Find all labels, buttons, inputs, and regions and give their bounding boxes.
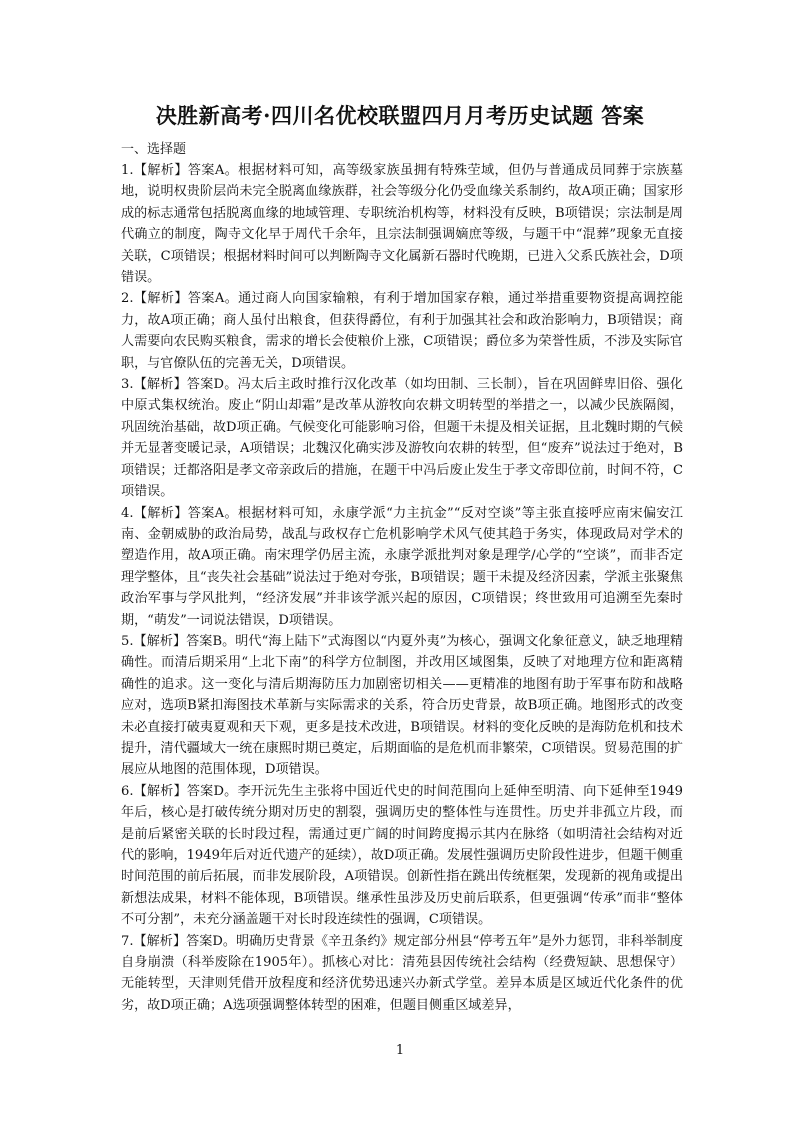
answer-paragraph-7: 7.【解析】答案D。明确历史背景《辛丑条约》规定部分州县“停考五年”是外力惩罚，非科举制度自身崩溃（科举废除在1905年）。抓核心对比：清苑县因传统社会结构（经费短缺、思想保守）无能转型，天津则凭借开放程度和经济优势迅速兴办新式学堂。差异本质是区域近代化条件的优劣，故D项正确；A选项强调整体转型的困难，但题目侧重区域差异，: [121, 933, 683, 1013]
answer-paragraph-6: 6.【解析】答案D。李开沅先生主张将中国近代史的时间范围向上延伸至明清、向下延伸至1949年后，核心是打破传统分期对历史的割裂，强调历史的整体性与连贯性。历史并非孤立片段，而是前后紧密关联的长时段过程，需通过更广阔的时间跨度揭示其内在脉络（如明清社会结构对近代的影响，1949年后对近代遗产的延续），故D项正确。发展性强调历史阶段性进步，但题干侧重时间范围的前后拓展，而非发展阶段，A项错误。创新性指在跳出传统框架，发现新的视角或提出新想法成果，材料不能体现，B项错误。继承性虽涉及历史前后联系，但更强调“传承”而非“整体不可分割”，未充分涵盖题干对长时段连续性的强调，C项错误。: [121, 783, 683, 928]
section-heading: 一、选择题: [121, 142, 187, 157]
answer-paragraph-1: 1.【解析】答案A。根据材料可知，高等级家族虽拥有特殊茔域，但仍与普通成员同葬于宗族墓地，说明权贵阶层尚未完全脱离血缘族群，社会等级分化仍受血缘关系制约，故A项正确；国家形成的标志通常包括脱离血缘的地域管理、专职统治机构等，材料没有反映，B项错误；宗法制是周代确立的制度，陶寺文化早于周代千余年，且宗法制强调嫡庶等级，与题干中“混葬”现象无直接关联，C项错误；根据材料时间可以判断陶寺文化属新石器时代晚期，已进入父系氏族社会，D项错误。: [121, 163, 683, 286]
document-title: 决胜新高考·四川名优校联盟四月月考历史试题 答案: [155, 103, 645, 128]
answer-paragraph-4: 4.【解析】答案A。根据材料可知，永康学派“力主抗金”“反对空谈”等主张直接呼应南宋偏安江南、金朝威胁的政治局势，战乱与政权存亡危机影响学术风气使其趋于务实，体现政局对学术的塑造作用，故A项正确。南宋理学仍居主流，永康学派批判对象是理学/心学的“空谈”，而非否定理学整体，且“丧失社会基础”说法过于绝对夸张，B项错误；题干未提及经济因素，学派主张聚焦政治军事与学风批判，“经济发展”并非该学派兴起的原因，C项错误；终世致用可追溯至先秦时期，“萌发”一词说法错误，D项错误。: [121, 505, 683, 628]
answer-paragraph-3: 3.【解析】答案D。冯太后主政时推行汉化改革（如均田制、三长制），旨在巩固鲜卑旧俗、强化中原式集权统治。废止“阴山却霜”是改革从游牧向农耕文明转型的举措之一，以减少民族隔阂，巩固统治基础，故D项正确。气候变化可能影响习俗，但题干未提及相关证据，且北魏时期的气候并无显著变暖记录，A项错误；北魏汉化确实涉及游牧向农耕的转型，但“废弃”说法过于绝对，B项错误；迁都洛阳是孝文帝亲政后的措施，在题干中冯后废止发生于孝文帝即位前，时间不符，C项错误。: [121, 377, 683, 500]
answer-list: [121, 160, 683, 1016]
answer-paragraph-5: 5.【解析】答案B。明代“海上陆下”式海图以“内夏外夷”为核心，强调文化象征意义，缺乏地理精确性。而清后期采用“上北下南”的科学方位制图，并改用区域图集，反映了对地理方位和距离精确性的追求。这一变化与清后期海防压力加剧密切相关——更精准的地图有助于军事布防和战略应对，选项B紧扣海图技术革新与实际需求的关系，符合历史背景，故B项正确。地图形式的改变未必直接打破夷夏观和天下观，更多是技术改进，B项错误。材料的变化反映的是海防危机和技术提升，清代疆域大一统在康熙时期已奠定，后期面临的是危机而非繁荣，C项错误。贸易范围的扩展应从地图的范围体现，D项错误。: [121, 633, 683, 778]
page-number: 1: [395, 1043, 405, 1058]
answer-paragraph-2: 2.【解析】答案A。通过商人向国家输粮，有利于增加国家存粮，通过举措重要物资提高调控能力，故A项正确；商人虽付出粮食，但获得爵位，有利于加强其社会和政治影响力，B项错误；商人需要向农民购买粮食，需求的增长会使粮价上涨，C项错误；爵位多为荣誉性质，不涉及实际官职，与官僚队伍的完善无关，D项错误。: [121, 291, 683, 371]
